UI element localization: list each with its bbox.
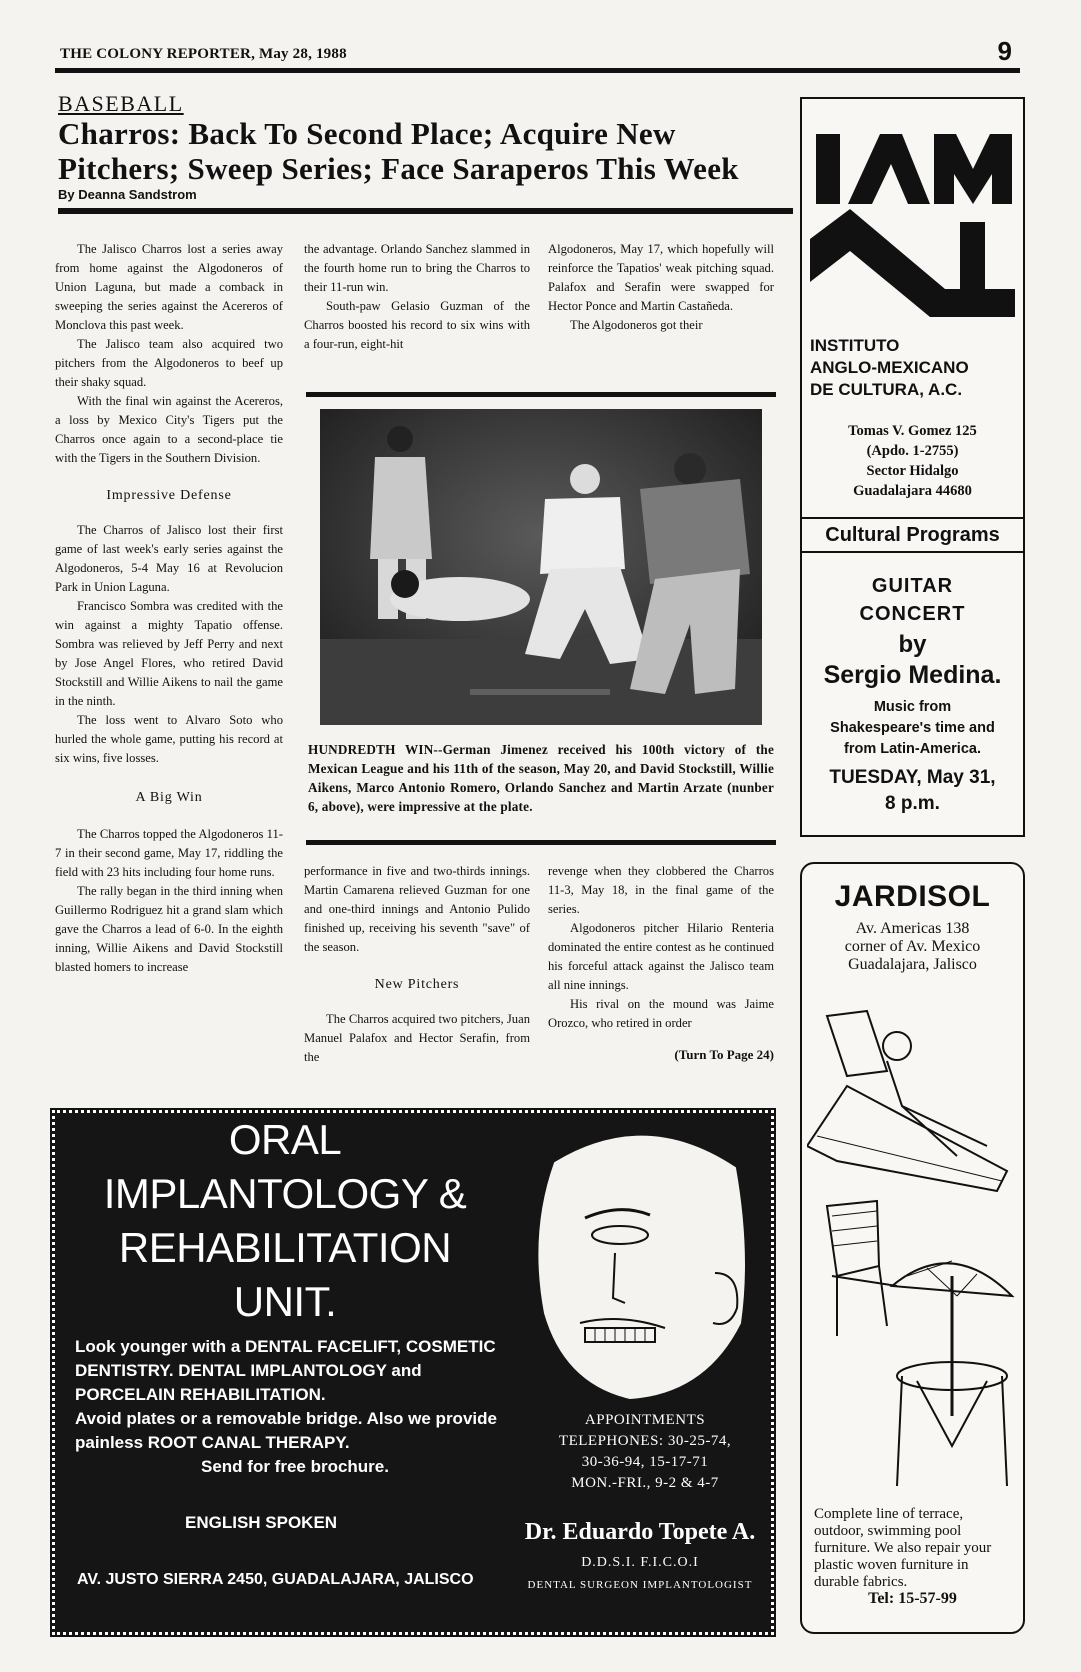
article-column-1 (55, 240, 283, 977)
dental-headline-line: IMPLANTOLOGY & (103, 1170, 467, 1217)
iam-institute-name (810, 335, 969, 401)
paragraph: The Charros topped the Algodoneros 11-7 in their second game, May 17, riddling the field with 23 hits including four home runs. (55, 827, 283, 879)
dental-body-line: Send for free brochure. (201, 1457, 389, 1476)
iam-address-line: Guadalajara 44680 (853, 483, 972, 499)
iam-concert: CONCERT (859, 603, 966, 625)
paragraph: The rally began in the third inning when Guillermo Rodriguez hit a grand slam which gave the Charros a lead of 6-0. In the eighth inning, Willie Aikens and David Stockstill blasted homers to increase (55, 884, 283, 974)
jardisol-address-line: corner of Av. Mexico (844, 938, 981, 955)
section-kicker: BASEBALL (58, 91, 184, 116)
byline: By Deanna Sandstrom (58, 187, 197, 202)
paragraph: The Charros acquired two pitchers, Juan Manuel Palafox and Hector Serafin, from the (304, 1012, 530, 1064)
article-column-3-top (548, 240, 774, 335)
photo-caption: HUNDREDTH WIN--German Jimenez received his 100th victory of the Mexican League and his 11th of the season, May 20, and David Stockstill, Willie Aikens, Marco Antonio Romero, Orlando Sanchez and Martin Arzate (nunber 6, above), were impressive at the plate. (308, 742, 774, 814)
article-headline (58, 116, 793, 186)
iam-address-line: Tomas V. Gomez 125 (848, 423, 977, 439)
subhead-impressive-defense: Impressive Defense (106, 488, 232, 503)
dental-appointment-line: MON.-FRI., 9-2 & 4-7 (571, 1475, 719, 1491)
subhead-new-pitchers: New Pitchers (374, 977, 460, 992)
ad-oral-implantology (52, 1110, 774, 1635)
jardisol-telephone: Tel: 15-57-99 (868, 1590, 957, 1607)
article-column-3-bottom (548, 862, 774, 1064)
dental-headline-line: ORAL (228, 1116, 342, 1163)
baseball-photo (320, 409, 762, 725)
iam-guitar: GUITAR (871, 575, 954, 597)
paragraph: South-paw Gelasio Guzman of the Charros boosted his record to six wins with a four-run, eight-hit (304, 299, 530, 351)
photo-top-rule (306, 392, 776, 397)
dental-appointment-line: 30-36-94, 15-17-71 (581, 1454, 709, 1470)
iam-music-line: Shakespeare's time and (830, 720, 995, 736)
iam-address (802, 421, 1023, 501)
subhead-a-big-win: A Big Win (135, 790, 203, 805)
dental-appointment-line: TELEPHONES: 30-25-74, (558, 1433, 732, 1449)
patio-furniture-illustration (807, 976, 1018, 1501)
paragraph: revenge when they clobbered the Charros 11-3, May 18, in the final game of the series. (548, 864, 774, 916)
paragraph: Francisco Sombra was credited with the win against a mighty Tapatio offense. Sombra was relieved by Jeff Perry and next by Jose Angel Flores, who retired David Stockstill and Willie Aikens to nail the game in the ninth. (55, 599, 283, 708)
paragraph: With the final win against the Acereros, a loss by Mexico City's Tigers put the Charros once again to a second-place tie with the Tigers in the Southern Division. (55, 394, 283, 465)
headline-line-2: Pitchers; Sweep Series; Face Saraperos This Week (58, 151, 739, 186)
masthead-title: THE COLONY REPORTER, May 28, 1988 (60, 46, 347, 62)
iam-name-line: DE CULTURA, A.C. (810, 380, 963, 399)
article-column-2-top (304, 240, 530, 354)
dental-address: AV. JUSTO SIERRA 2450, GUADALAJARA, JALISCO (77, 1571, 474, 1588)
jardisol-name: JARDISOL (834, 880, 991, 913)
dental-english-spoken: ENGLISH SPOKEN (185, 1513, 338, 1532)
masthead (55, 38, 1020, 73)
paragraph: The Jalisco team also acquired two pitchers from the Algodoneros to beef up their shaky squad. (55, 337, 283, 389)
paragraph: Algodoneros, May 17, which hopefully will reinforce the Tapatios' weak pitching squad. Palafox and Serafin were swapped for Hector Ponce and Martin Castañeda. (548, 242, 774, 313)
dental-appointment-line: APPOINTMENTS (584, 1412, 706, 1428)
paragraph: His rival on the mound was Jaime Orozco, who retired in order (548, 997, 774, 1030)
dental-headline (55, 1113, 515, 1329)
iam-programs-band (802, 517, 1023, 553)
jardisol-address-line: Av. Americas 138 (855, 920, 970, 937)
dental-headline-line: UNIT. (233, 1278, 337, 1325)
dental-body-line: Avoid plates or a removable bridge. Also we provide painless ROOT CANAL THERAPY. (75, 1409, 497, 1452)
dental-body-line: Look younger with a DENTAL FACELIFT, COSMETIC DENTISTRY. DENTAL IMPLANTOLOGY and PORCELAIN REHABILITATION. (75, 1337, 496, 1404)
dental-doctor-name: Dr. Eduardo Topete A. (524, 1519, 756, 1545)
iam-cultural-programs: Cultural Programs (825, 524, 1000, 546)
iam-address-line: Sector Hidalgo (866, 463, 959, 479)
dental-appointments (510, 1410, 780, 1494)
iam-date: TUESDAY, May 31, (829, 767, 996, 788)
page-number: 9 (997, 36, 1012, 66)
article-column-2-bottom (304, 862, 530, 1067)
iam-by: by (898, 631, 927, 658)
dental-degrees: D.D.S.I. F.I.C.O.I (581, 1555, 699, 1570)
paragraph: The loss went to Alvaro Soto who hurled the whole game, putting his record at six wins, five losses. (55, 713, 283, 765)
iam-logo-icon (810, 104, 1015, 319)
headline-line-1: Charros: Back To Second Place; Acquire New (58, 116, 676, 151)
headline-rule (58, 208, 793, 214)
iam-music-description (802, 697, 1023, 760)
baseball-photo-image (320, 409, 762, 725)
ad-instituto-anglo-mexicano (800, 97, 1025, 837)
iam-artist: Sergio Medina. (823, 661, 1002, 689)
dental-body-text (75, 1335, 515, 1479)
paragraph: the advantage. Orlando Sanchez slammed in the fourth home run to bring the Charros to their 11-run win. (304, 242, 530, 294)
paragraph: The Algodoneros got their (570, 318, 703, 332)
jump-line: (Turn To Page 24) (674, 1047, 774, 1062)
paragraph: The Charros of Jalisco lost their first game of last week's early series against the Algodoneros, 5-4 May 16 at Revolucion Park in Union Laguna. (55, 523, 283, 594)
paragraph: The Jalisco Charros lost a series away from home against the Algodoneros of Union Laguna, but made a comback in sweeping the series against the Acereros of Monclova this past week. (55, 242, 283, 332)
iam-time: 8 p.m. (885, 793, 940, 814)
iam-music-line: from Latin-America. (844, 741, 981, 757)
face-drawing-icon (525, 1123, 770, 1408)
paragraph: Algodoneros pitcher Hilario Renteria dominated the entire contest as he continued his forceful attack against the Jalisco team all nine innings. (548, 921, 774, 992)
ad-jardisol (800, 862, 1025, 1634)
iam-music-line: Music from (873, 699, 952, 715)
dental-title: DENTAL SURGEON IMPLANTOLOGIST (527, 1579, 753, 1591)
jardisol-description: Complete line of terrace, outdoor, swimming pool furniture. We also repair your plastic woven furniture in durable fabrics. (814, 1506, 992, 1590)
paragraph: performance in five and two-thirds innings. Martin Camarena relieved Guzman for one and one-third innings and Antonio Pulido finished up, receiving his seventh "save" of the season. (304, 864, 530, 954)
iam-name-line: INSTITUTO (810, 336, 900, 355)
jardisol-address-line: Guadalajara, Jalisco (848, 956, 977, 973)
jardisol-address (802, 920, 1023, 974)
iam-address-line: (Apdo. 1-2755) (866, 443, 959, 459)
caption-bottom-rule (306, 840, 776, 845)
iam-name-line: ANGLO-MEXICANO (810, 358, 969, 377)
dental-headline-line: REHABILITATION (118, 1224, 452, 1271)
